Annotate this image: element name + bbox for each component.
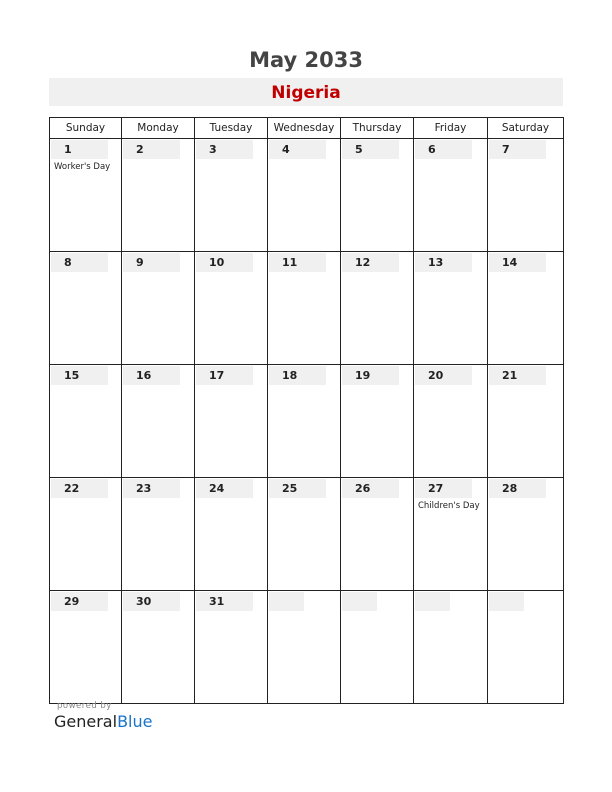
day-number: 29 bbox=[51, 592, 108, 611]
day-number: 13 bbox=[415, 253, 472, 272]
day-cell-content bbox=[195, 366, 267, 477]
weekday-saturday: Saturday bbox=[488, 118, 564, 139]
day-cell bbox=[268, 478, 341, 591]
day-cell bbox=[195, 252, 268, 365]
day-cell-content bbox=[50, 140, 121, 251]
day-cell bbox=[50, 591, 122, 704]
day-cell bbox=[488, 478, 564, 591]
day-cell bbox=[50, 252, 122, 365]
day-number: 20 bbox=[415, 366, 472, 385]
day-cell bbox=[122, 365, 195, 478]
day-cell bbox=[195, 591, 268, 704]
day-cell-content bbox=[122, 479, 194, 590]
day-number: 10 bbox=[196, 253, 253, 272]
weekday-tuesday: Tuesday bbox=[195, 118, 268, 139]
day-cell bbox=[50, 365, 122, 478]
day-number: 26 bbox=[342, 479, 399, 498]
day-number: 14 bbox=[489, 253, 546, 272]
day-cell-content bbox=[341, 592, 413, 703]
day-cell bbox=[268, 591, 341, 704]
day-cell bbox=[488, 252, 564, 365]
day-cell-content bbox=[195, 479, 267, 590]
empty-day-shade bbox=[489, 592, 524, 611]
week-row bbox=[50, 591, 564, 704]
day-cell-content bbox=[488, 592, 563, 703]
week-row bbox=[50, 365, 564, 478]
day-cell bbox=[50, 478, 122, 591]
day-cell bbox=[122, 591, 195, 704]
day-number: 7 bbox=[489, 140, 546, 159]
page-title: May 2033 bbox=[249, 48, 363, 72]
day-cell bbox=[341, 139, 414, 252]
day-cell-content bbox=[122, 253, 194, 364]
day-cell bbox=[268, 365, 341, 478]
day-number: 5 bbox=[342, 140, 399, 159]
day-cell bbox=[341, 591, 414, 704]
country-name: Nigeria bbox=[271, 83, 341, 103]
day-number: 22 bbox=[51, 479, 108, 498]
day-number: 2 bbox=[123, 140, 180, 159]
day-cell bbox=[122, 139, 195, 252]
day-cell-content bbox=[488, 366, 563, 477]
holiday-label: Worker's Day bbox=[54, 162, 111, 172]
day-cell-content bbox=[50, 366, 121, 477]
week-row bbox=[50, 139, 564, 252]
day-cell bbox=[195, 365, 268, 478]
day-cell bbox=[414, 365, 488, 478]
empty-day-shade bbox=[342, 592, 377, 611]
day-number: 4 bbox=[269, 140, 326, 159]
day-cell bbox=[341, 478, 414, 591]
day-cell bbox=[122, 252, 195, 365]
day-number: 1 bbox=[51, 140, 108, 159]
brand-general: General bbox=[54, 712, 118, 731]
holiday-label: Children's Day bbox=[418, 501, 480, 511]
day-number: 28 bbox=[489, 479, 546, 498]
weekday-wednesday: Wednesday bbox=[268, 118, 341, 139]
calendar-grid bbox=[49, 117, 564, 704]
day-number: 3 bbox=[196, 140, 253, 159]
day-cell bbox=[50, 139, 122, 252]
generalblue-logo[interactable] bbox=[54, 712, 152, 731]
day-cell-content bbox=[341, 479, 413, 590]
weekday-monday: Monday bbox=[122, 118, 195, 139]
day-number: 25 bbox=[269, 479, 326, 498]
day-cell-content bbox=[50, 479, 121, 590]
day-cell-content bbox=[50, 253, 121, 364]
week-row bbox=[50, 478, 564, 591]
day-cell-content bbox=[414, 479, 487, 590]
day-cell-content bbox=[341, 366, 413, 477]
day-number: 11 bbox=[269, 253, 326, 272]
day-cell-content bbox=[341, 253, 413, 364]
day-cell-content bbox=[268, 366, 340, 477]
country-banner bbox=[49, 78, 563, 106]
day-cell-content bbox=[50, 592, 121, 703]
day-cell-content bbox=[341, 140, 413, 251]
day-number: 30 bbox=[123, 592, 180, 611]
day-cell-content bbox=[268, 253, 340, 364]
day-cell bbox=[414, 591, 488, 704]
day-number: 31 bbox=[196, 592, 253, 611]
day-cell-content bbox=[414, 140, 487, 251]
day-cell bbox=[268, 139, 341, 252]
powered-by-text: powered by bbox=[57, 701, 112, 711]
day-cell bbox=[195, 139, 268, 252]
day-cell bbox=[488, 591, 564, 704]
day-number: 15 bbox=[51, 366, 108, 385]
day-cell-content bbox=[488, 479, 563, 590]
day-cell-content bbox=[488, 253, 563, 364]
day-cell bbox=[488, 365, 564, 478]
weekday-thursday: Thursday bbox=[341, 118, 414, 139]
day-cell bbox=[414, 139, 488, 252]
day-number: 17 bbox=[196, 366, 253, 385]
day-number: 6 bbox=[415, 140, 472, 159]
day-number: 27 bbox=[415, 479, 472, 498]
day-number: 12 bbox=[342, 253, 399, 272]
day-cell-content bbox=[414, 592, 487, 703]
weekday-friday: Friday bbox=[414, 118, 488, 139]
day-cell-content bbox=[414, 253, 487, 364]
weekday-sunday: Sunday bbox=[50, 118, 122, 139]
day-cell bbox=[488, 139, 564, 252]
day-cell-content bbox=[122, 140, 194, 251]
empty-day-shade bbox=[415, 592, 450, 611]
day-cell-content bbox=[268, 140, 340, 251]
day-cell-content bbox=[195, 592, 267, 703]
day-cell-content bbox=[195, 253, 267, 364]
day-cell bbox=[341, 365, 414, 478]
day-cell bbox=[195, 478, 268, 591]
day-cell-content bbox=[268, 479, 340, 590]
day-number: 8 bbox=[51, 253, 108, 272]
day-number: 19 bbox=[342, 366, 399, 385]
day-number: 16 bbox=[123, 366, 180, 385]
day-cell-content bbox=[268, 592, 340, 703]
day-cell bbox=[414, 478, 488, 591]
day-cell bbox=[268, 252, 341, 365]
day-number: 24 bbox=[196, 479, 253, 498]
day-cell bbox=[414, 252, 488, 365]
day-number: 9 bbox=[123, 253, 180, 272]
day-number: 23 bbox=[123, 479, 180, 498]
brand-blue: Blue bbox=[117, 712, 153, 731]
day-cell-content bbox=[122, 592, 194, 703]
week-row bbox=[50, 252, 564, 365]
day-cell bbox=[341, 252, 414, 365]
day-cell bbox=[122, 478, 195, 591]
empty-day-shade bbox=[269, 592, 304, 611]
day-cell-content bbox=[122, 366, 194, 477]
day-number: 21 bbox=[489, 366, 546, 385]
day-cell-content bbox=[488, 140, 563, 251]
weekday-header-row bbox=[50, 118, 564, 139]
day-cell-content bbox=[414, 366, 487, 477]
day-number: 18 bbox=[269, 366, 326, 385]
day-cell-content bbox=[195, 140, 267, 251]
